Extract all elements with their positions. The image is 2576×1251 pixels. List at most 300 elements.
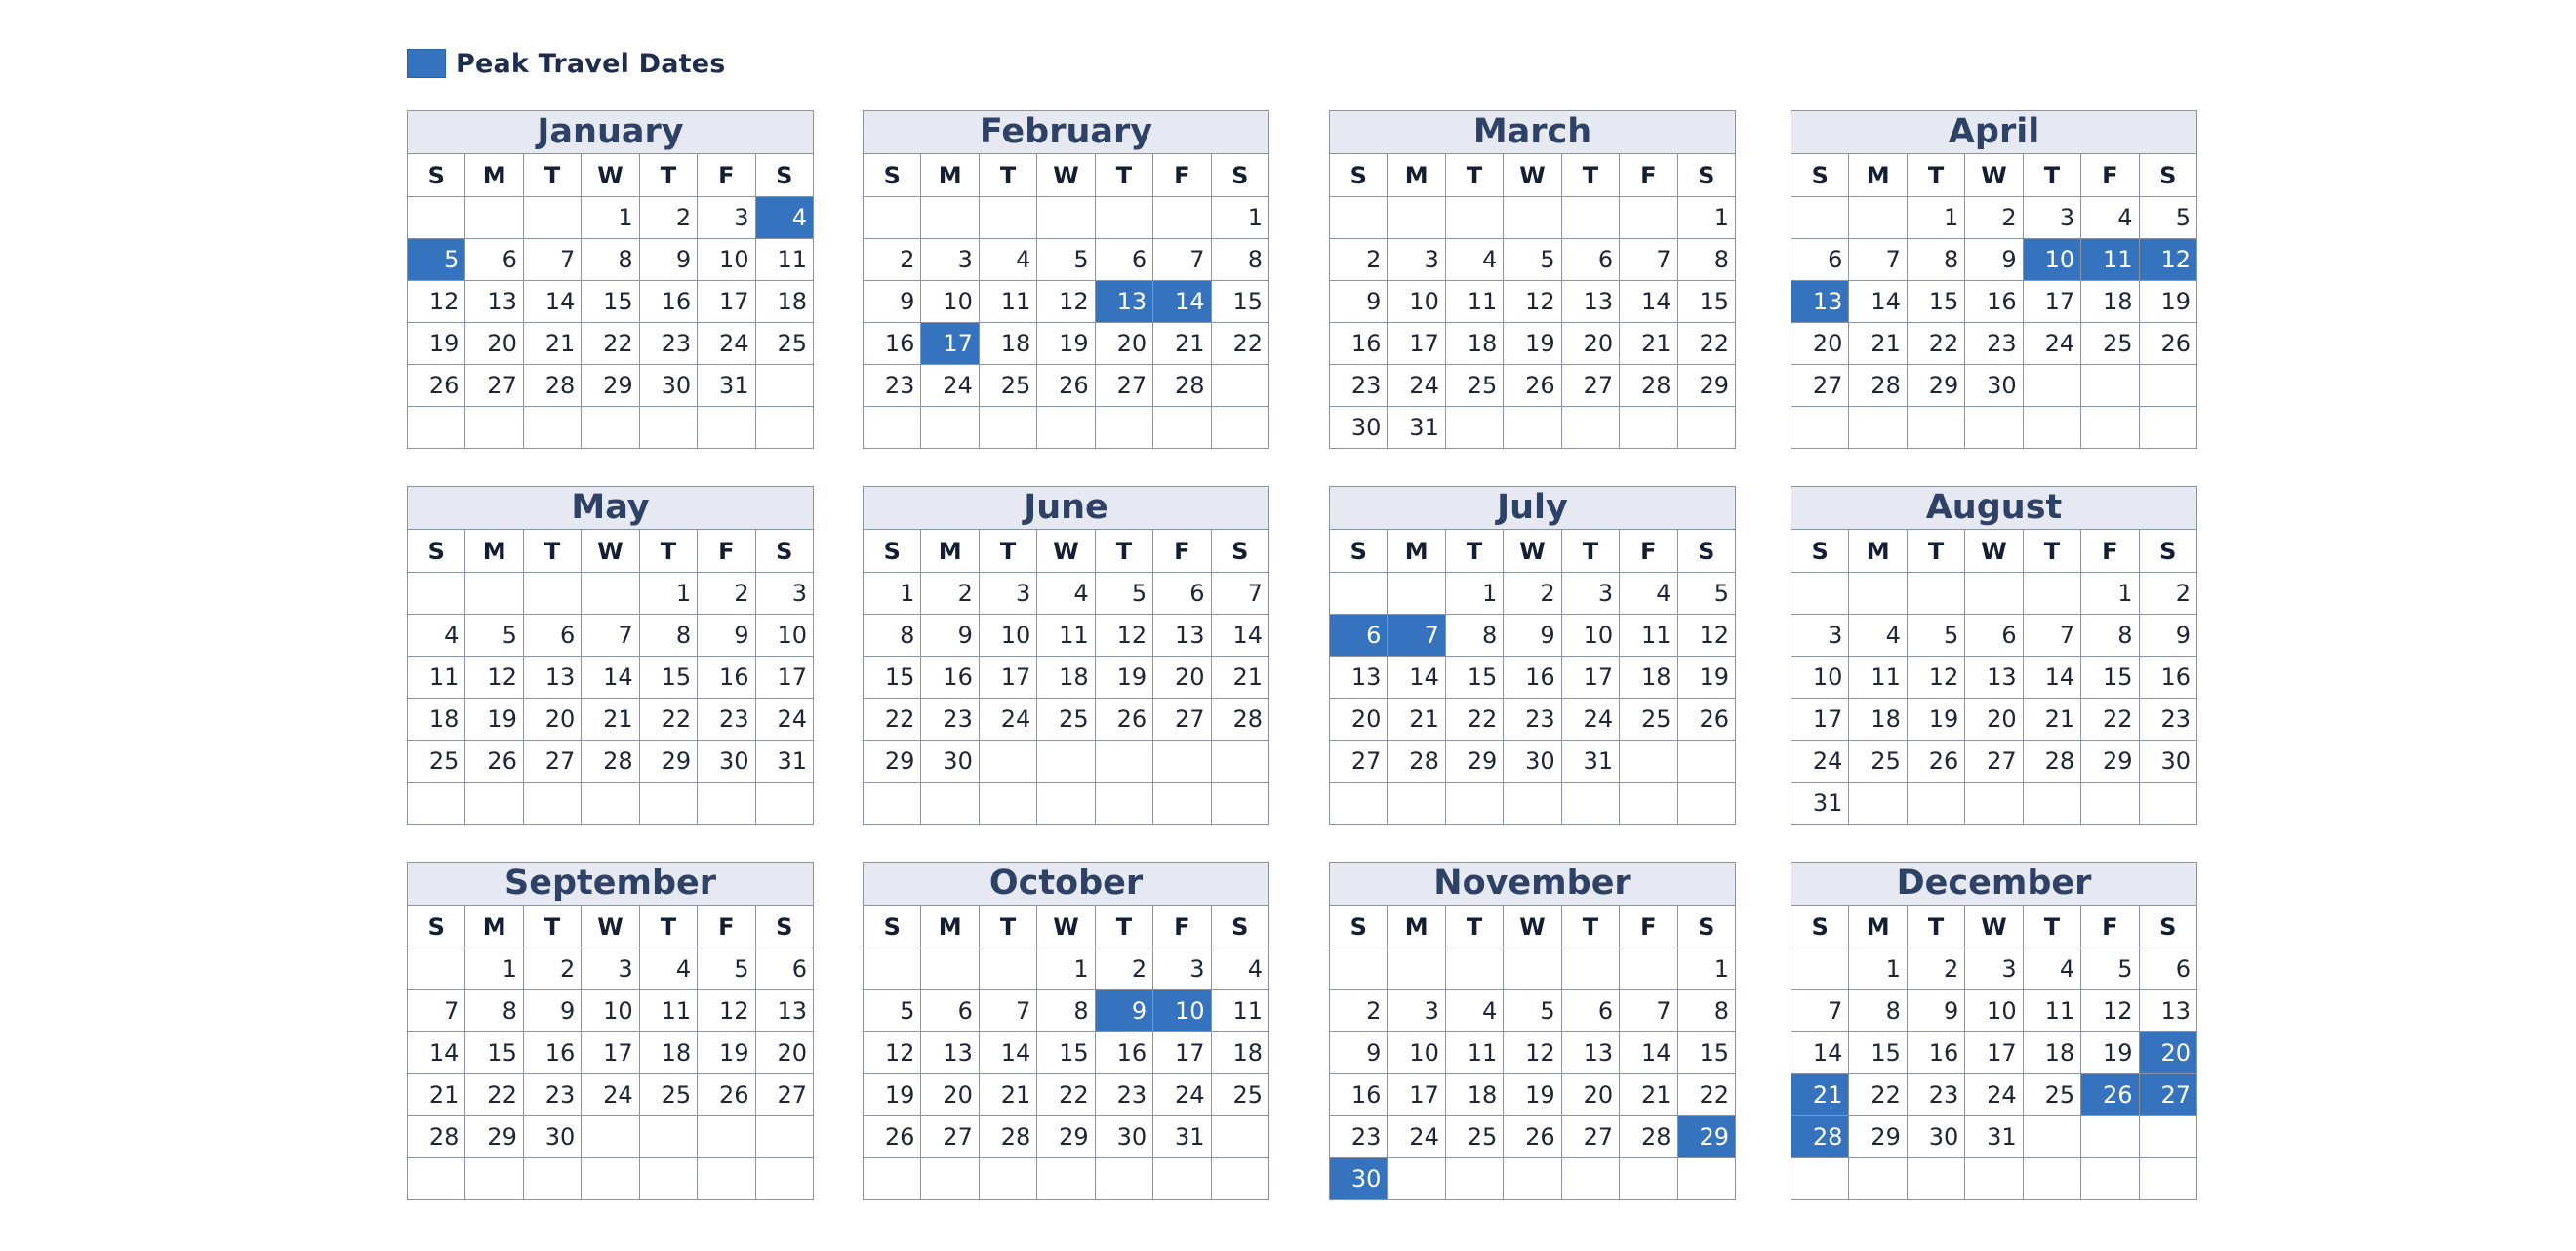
empty-cell [465,783,523,825]
weekday-header: F [698,530,755,573]
day-cell: 23 [1330,365,1388,407]
empty-cell [1849,407,1907,449]
day-cell: 23 [1504,699,1561,741]
day-cell: 7 [582,615,639,657]
day-cell: 30 [1965,365,2023,407]
legend-swatch [407,49,446,78]
week-row [408,1158,814,1200]
day-cell: 21 [1620,323,1677,365]
day-cell: 11 [755,239,813,281]
month-december [1791,862,2197,1200]
day-cell: 15 [1907,281,1964,323]
empty-cell [1504,783,1561,825]
day-cell: 28 [1211,699,1268,741]
week-row [1791,407,2197,449]
empty-cell [1095,741,1152,783]
day-cell: 2 [864,239,921,281]
week-row [864,783,1269,825]
day-cell: 17 [1791,699,1849,741]
day-cell-peak: 30 [1330,1158,1388,1200]
day-cell: 16 [1095,1032,1152,1074]
day-cell: 29 [864,741,921,783]
day-cell-peak: 4 [755,197,813,239]
week-row [864,281,1269,323]
day-cell: 20 [523,699,581,741]
weekday-header: W [582,906,639,948]
day-cell: 10 [1388,281,1445,323]
day-cell: 1 [1907,197,1964,239]
empty-cell [1445,948,1503,990]
week-row [1330,1074,1736,1116]
day-cell: 23 [1095,1074,1152,1116]
month-table [863,486,1269,825]
day-cell: 3 [1561,573,1619,615]
day-cell: 2 [523,948,581,990]
empty-cell [582,573,639,615]
empty-cell [864,197,921,239]
empty-cell [408,573,465,615]
day-cell: 25 [1211,1074,1268,1116]
empty-cell [1330,573,1388,615]
day-cell: 5 [2081,948,2139,990]
day-cell: 15 [1849,1032,1907,1074]
weekday-header: T [2023,154,2080,197]
week-row [408,699,814,741]
empty-cell [408,948,465,990]
day-cell: 14 [1620,1032,1677,1074]
day-cell-peak: 11 [2081,239,2139,281]
day-cell: 27 [1965,741,2023,783]
day-cell: 17 [1561,657,1619,699]
week-row [864,657,1269,699]
empty-cell [1445,783,1503,825]
weekday-header: M [921,906,979,948]
weekday-header: T [979,906,1036,948]
weekday-header: F [1620,906,1677,948]
day-cell: 18 [1620,657,1677,699]
week-row [1330,1158,1736,1200]
day-cell: 1 [582,197,639,239]
month-title: July [1330,487,1736,530]
weekday-header: S [1791,906,1849,948]
week-row [408,239,814,281]
empty-cell [639,1116,697,1158]
empty-cell [523,1158,581,1200]
empty-cell [1561,197,1619,239]
day-cell: 22 [582,323,639,365]
weekday-header: M [921,154,979,197]
empty-cell [1504,1158,1561,1200]
month-title: March [1330,111,1736,154]
empty-cell [1791,407,1849,449]
empty-cell [1211,1158,1268,1200]
empty-cell [1445,407,1503,449]
empty-cell [1211,783,1268,825]
day-cell: 24 [1388,1116,1445,1158]
empty-cell [1330,197,1388,239]
empty-cell [921,1158,979,1200]
day-cell: 20 [1330,699,1388,741]
day-cell: 6 [523,615,581,657]
empty-cell [1153,1158,1211,1200]
day-cell: 1 [1677,948,1735,990]
month-table [1791,862,2197,1200]
empty-cell [979,197,1036,239]
month-table [1329,862,1736,1200]
empty-cell [465,407,523,449]
month-title: May [408,487,814,530]
day-cell: 18 [1211,1032,1268,1074]
weekday-header: T [1445,154,1503,197]
week-row [408,615,814,657]
day-cell: 29 [1445,741,1503,783]
day-cell: 2 [921,573,979,615]
day-cell: 22 [1677,1074,1735,1116]
day-cell: 20 [1965,699,2023,741]
day-cell: 19 [1037,323,1095,365]
day-cell: 3 [582,948,639,990]
day-cell: 16 [698,657,755,699]
day-cell: 24 [1388,365,1445,407]
day-cell: 14 [1849,281,1907,323]
empty-cell [1677,407,1735,449]
day-cell: 22 [1445,699,1503,741]
week-row [864,1074,1269,1116]
week-row [864,615,1269,657]
weekday-header: T [1907,906,1964,948]
day-cell: 4 [1211,948,1268,990]
empty-cell [523,197,581,239]
weekday-header: F [2081,530,2139,573]
day-cell: 1 [1037,948,1095,990]
week-row [408,948,814,990]
day-cell: 23 [698,699,755,741]
day-cell: 4 [2081,197,2139,239]
day-cell: 13 [465,281,523,323]
month-august [1791,486,2197,825]
week-row [864,990,1269,1032]
empty-cell [1095,1158,1152,1200]
day-cell: 21 [2023,699,2080,741]
week-row [1791,239,2197,281]
empty-cell [2023,1158,2080,1200]
day-cell-peak: 6 [1330,615,1388,657]
day-cell: 6 [1561,990,1619,1032]
day-cell: 16 [2139,657,2196,699]
empty-cell [1037,407,1095,449]
day-cell-peak: 13 [1095,281,1152,323]
empty-cell [2139,783,2196,825]
weekday-header: S [1330,530,1388,573]
empty-cell [1965,1158,2023,1200]
week-row [864,1116,1269,1158]
day-cell: 29 [1849,1116,1907,1158]
empty-cell [1849,1158,1907,1200]
empty-cell [1037,197,1095,239]
week-row [1330,1032,1736,1074]
day-cell: 9 [1504,615,1561,657]
empty-cell [1620,783,1677,825]
day-cell: 29 [1037,1116,1095,1158]
week-row [864,573,1269,615]
month-table [1329,486,1736,825]
day-cell: 7 [979,990,1036,1032]
day-cell: 24 [698,323,755,365]
empty-cell [1849,573,1907,615]
empty-cell [698,1158,755,1200]
empty-cell [864,783,921,825]
day-cell: 31 [755,741,813,783]
day-cell: 1 [1677,197,1735,239]
day-cell: 3 [1791,615,1849,657]
day-cell: 26 [408,365,465,407]
weekday-header: M [1388,530,1445,573]
weekday-header: M [1388,154,1445,197]
empty-cell [1211,365,1268,407]
day-cell: 18 [1445,323,1503,365]
day-cell: 11 [1211,990,1268,1032]
day-cell: 5 [1504,239,1561,281]
day-cell: 23 [2139,699,2196,741]
day-cell: 14 [523,281,581,323]
weekday-header: T [1561,530,1619,573]
day-cell: 9 [639,239,697,281]
day-cell: 22 [1907,323,1964,365]
empty-cell [1504,948,1561,990]
empty-cell [523,407,581,449]
empty-cell [1445,1158,1503,1200]
day-cell: 13 [921,1032,979,1074]
day-cell: 15 [582,281,639,323]
day-cell: 19 [864,1074,921,1116]
week-row [1330,365,1736,407]
day-cell: 20 [1561,323,1619,365]
day-cell: 2 [1330,239,1388,281]
empty-cell [1330,783,1388,825]
week-row [1330,197,1736,239]
weekday-header: F [2081,154,2139,197]
weekday-header: T [1907,530,1964,573]
day-cell: 31 [1153,1116,1211,1158]
day-cell: 11 [1849,657,1907,699]
day-cell: 7 [523,239,581,281]
day-cell: 12 [1677,615,1735,657]
day-cell: 7 [1849,239,1907,281]
weekday-header: T [639,530,697,573]
month-title: April [1791,111,2197,154]
day-cell: 8 [639,615,697,657]
weekday-header: T [639,154,697,197]
day-cell: 16 [1965,281,2023,323]
day-cell-peak: 14 [1153,281,1211,323]
day-cell: 9 [1965,239,2023,281]
empty-cell [408,407,465,449]
day-cell: 23 [1907,1074,1964,1116]
empty-cell [582,783,639,825]
week-row [408,323,814,365]
day-cell: 20 [921,1074,979,1116]
day-cell: 11 [1445,281,1503,323]
weekday-header: T [523,154,581,197]
day-cell: 9 [1330,1032,1388,1074]
day-cell: 26 [1037,365,1095,407]
empty-cell [1849,783,1907,825]
weekday-header: T [979,154,1036,197]
day-cell: 21 [523,323,581,365]
day-cell: 10 [582,990,639,1032]
empty-cell [582,1116,639,1158]
day-cell: 20 [1095,323,1152,365]
month-january [407,110,814,449]
day-cell-peak: 29 [1677,1116,1735,1158]
empty-cell [2139,1116,2196,1158]
empty-cell [1153,197,1211,239]
day-cell: 28 [582,741,639,783]
day-cell: 16 [864,323,921,365]
week-row [864,1032,1269,1074]
empty-cell [921,948,979,990]
weekday-header: M [1849,530,1907,573]
empty-cell [1095,407,1152,449]
week-row [1330,657,1736,699]
day-cell: 19 [1907,699,1964,741]
day-cell: 24 [755,699,813,741]
day-cell: 22 [864,699,921,741]
weekday-header: T [1095,154,1152,197]
empty-cell [1561,948,1619,990]
empty-cell [1561,407,1619,449]
weekday-header: F [1153,906,1211,948]
day-cell: 18 [408,699,465,741]
weekday-header: W [1965,154,2023,197]
day-cell: 6 [1095,239,1152,281]
day-cell: 28 [1620,1116,1677,1158]
day-cell: 5 [698,948,755,990]
day-cell: 14 [1211,615,1268,657]
day-cell: 12 [864,1032,921,1074]
weekday-header: T [523,906,581,948]
day-cell: 27 [1561,1116,1619,1158]
day-cell: 26 [698,1074,755,1116]
weekday-header: M [1849,906,1907,948]
day-cell: 28 [2023,741,2080,783]
empty-cell [523,783,581,825]
day-cell: 14 [2023,657,2080,699]
week-row [1791,1158,2197,1200]
weekday-header: S [1791,530,1849,573]
day-cell: 17 [582,1032,639,1074]
day-cell: 17 [979,657,1036,699]
day-cell: 6 [2139,948,2196,990]
day-cell: 11 [408,657,465,699]
month-title: August [1791,487,2197,530]
empty-cell [698,407,755,449]
day-cell: 8 [2081,615,2139,657]
day-cell: 15 [2081,657,2139,699]
day-cell: 12 [2081,990,2139,1032]
empty-cell [1504,197,1561,239]
weekday-header: F [1153,154,1211,197]
week-row [1791,365,2197,407]
empty-cell [979,1158,1036,1200]
day-cell: 24 [921,365,979,407]
week-row [1791,699,2197,741]
empty-cell [2081,407,2139,449]
day-cell: 23 [1330,1116,1388,1158]
week-row [1330,323,1736,365]
day-cell-peak: 5 [408,239,465,281]
day-cell: 23 [921,699,979,741]
month-april [1791,110,2197,449]
day-cell: 20 [1153,657,1211,699]
week-row [408,1032,814,1074]
day-cell: 22 [465,1074,523,1116]
empty-cell [582,407,639,449]
day-cell: 30 [921,741,979,783]
day-cell: 26 [465,741,523,783]
empty-cell [864,1158,921,1200]
weekday-header: M [465,530,523,573]
weekday-header: T [2023,530,2080,573]
empty-cell [465,1158,523,1200]
day-cell: 25 [1037,699,1095,741]
day-cell: 29 [465,1116,523,1158]
month-table [863,862,1269,1200]
day-cell: 28 [1620,365,1677,407]
week-row [1330,281,1736,323]
day-cell: 6 [1965,615,2023,657]
week-row [1330,1116,1736,1158]
week-row [1330,741,1736,783]
week-row [1791,197,2197,239]
empty-cell [2081,783,2139,825]
day-cell: 27 [921,1116,979,1158]
weekday-header: F [698,906,755,948]
day-cell: 3 [755,573,813,615]
empty-cell [1445,197,1503,239]
day-cell: 14 [582,657,639,699]
weekday-header: S [1211,530,1268,573]
day-cell: 23 [1965,323,2023,365]
weekday-header: F [1620,154,1677,197]
week-row [1791,323,2197,365]
day-cell: 7 [1620,239,1677,281]
empty-cell [2023,1116,2080,1158]
day-cell: 9 [864,281,921,323]
weekday-header: F [1153,530,1211,573]
weekday-header: S [1330,154,1388,197]
day-cell: 7 [2023,615,2080,657]
empty-cell [1907,783,1964,825]
week-row [864,948,1269,990]
empty-cell [1388,1158,1445,1200]
day-cell: 26 [2139,323,2196,365]
week-row [864,407,1269,449]
week-row [864,323,1269,365]
day-cell: 29 [1677,365,1735,407]
day-cell: 24 [1965,1074,2023,1116]
day-cell: 16 [1907,1032,1964,1074]
day-cell: 25 [755,323,813,365]
day-cell: 18 [1445,1074,1503,1116]
empty-cell [755,783,813,825]
empty-cell [523,573,581,615]
week-row [1330,783,1736,825]
day-cell: 17 [755,657,813,699]
empty-cell [921,197,979,239]
weekday-header: M [465,906,523,948]
empty-cell [698,783,755,825]
